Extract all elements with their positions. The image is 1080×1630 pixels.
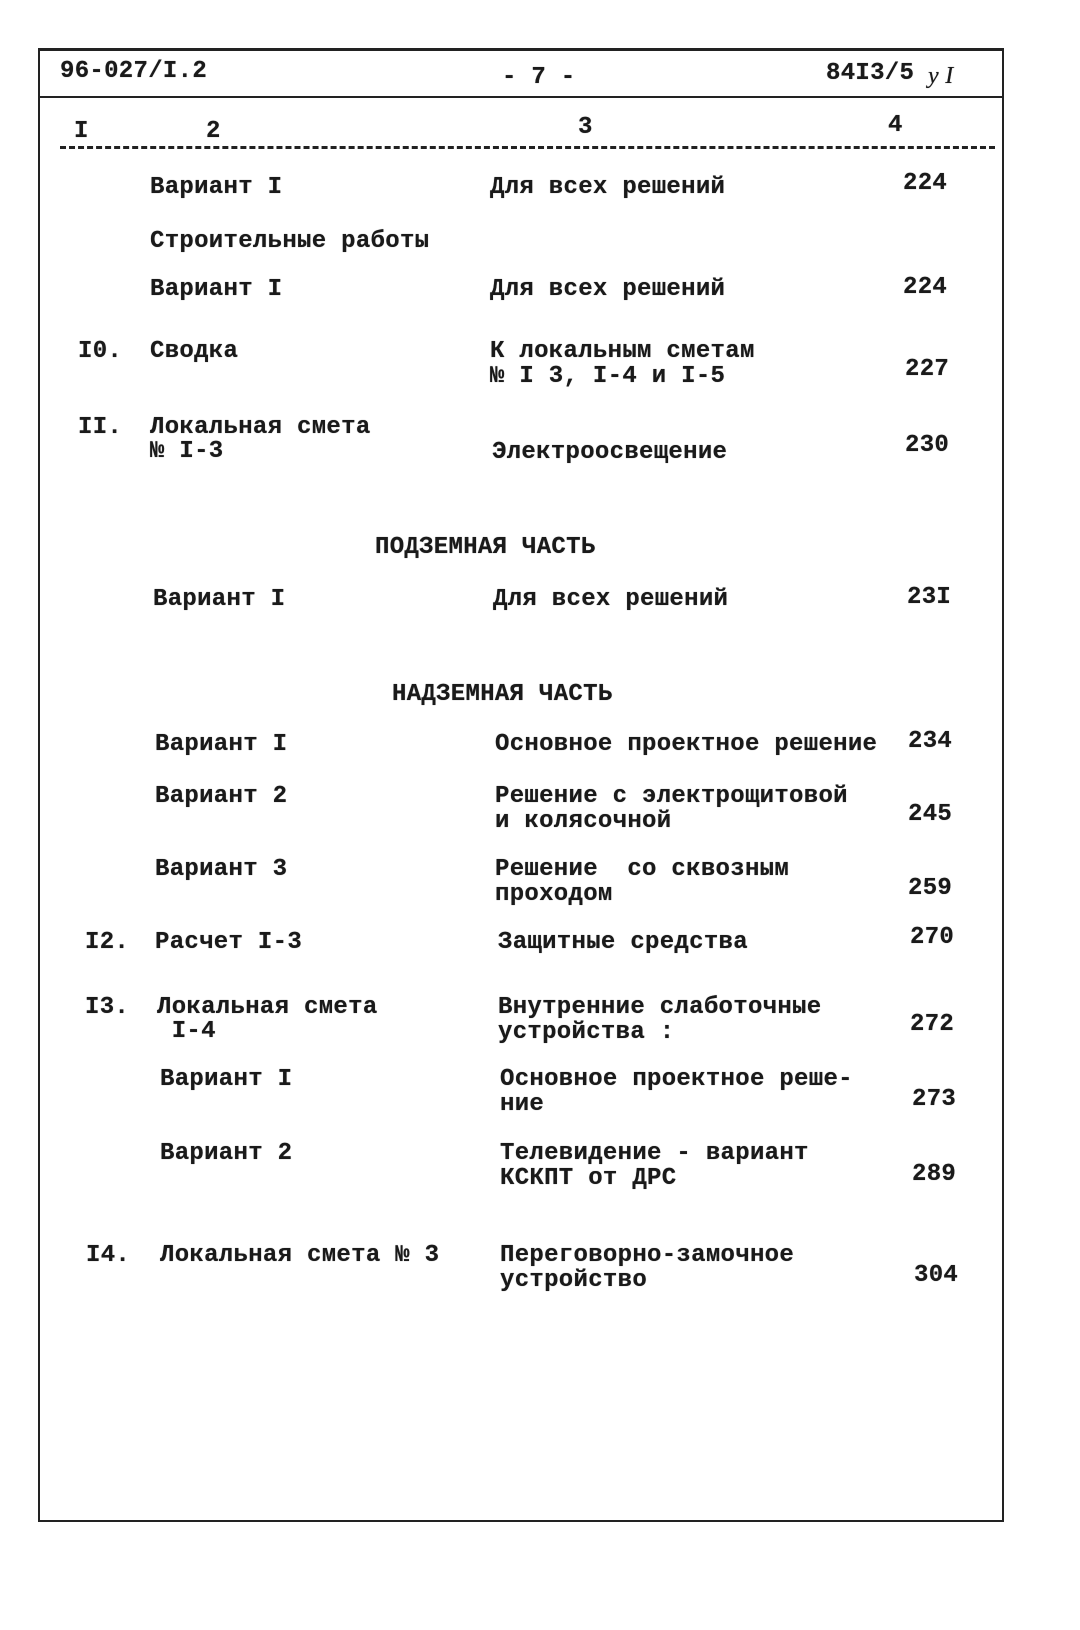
row-title: Вариант I (155, 731, 288, 758)
row-description: Для всех решений (490, 174, 726, 201)
row-page-number: 259 (908, 875, 953, 902)
row-description: Для всех решений (493, 586, 729, 613)
column-header-divider (60, 146, 995, 149)
row-description: Основное проектное решение (495, 731, 878, 758)
row-number: I0. (78, 338, 123, 365)
row-page-number: 273 (912, 1086, 957, 1113)
row-description: КСКПТ от ДРС (500, 1165, 677, 1192)
row-title: Вариант 3 (155, 856, 288, 883)
doc-code: 96-027/I.2 (60, 58, 208, 85)
row-title: Вариант I (150, 174, 283, 201)
header-divider (38, 96, 1004, 98)
row-description: ние (500, 1091, 545, 1118)
row-page-number: 304 (914, 1262, 959, 1289)
row-number: II. (78, 414, 123, 441)
row-description: устройство (500, 1267, 648, 1294)
page-number: - 7 - (502, 64, 576, 91)
row-page-number: 230 (905, 432, 950, 459)
row-page-number: 270 (910, 924, 955, 951)
row-description: Переговорно-замочное (500, 1242, 795, 1269)
sheet-mark: y I (928, 63, 954, 89)
row-title: I-4 (157, 1018, 216, 1045)
column-header-4: 4 (888, 112, 903, 139)
row-page-number: 245 (908, 801, 953, 828)
column-header-1: I (74, 118, 89, 145)
row-description: устройства : (498, 1019, 675, 1046)
row-page-number: 224 (903, 170, 948, 197)
row-description: № I 3, I-4 и I-5 (490, 363, 726, 390)
sheet-code: 84I3/5 (826, 60, 915, 87)
column-header-3: 3 (578, 114, 593, 141)
row-description: Для всех решений (490, 276, 726, 303)
row-page-number: 289 (912, 1161, 957, 1188)
row-title: Сводка (150, 338, 239, 365)
row-title: № I-3 (150, 438, 224, 465)
row-title: Вариант 2 (160, 1140, 293, 1167)
row-page-number: 23I (907, 584, 952, 611)
row-title: Локальная смета (157, 994, 378, 1021)
row-title: Вариант 2 (155, 783, 288, 810)
row-title: Расчет I-3 (155, 929, 303, 956)
row-description: Внутренние слаботочные (498, 994, 822, 1021)
row-description: Основное проектное реше- (500, 1066, 853, 1093)
column-header-2: 2 (206, 118, 221, 145)
row-page-number: 272 (910, 1011, 955, 1038)
row-title: Вариант I (150, 276, 283, 303)
row-title: Строительные работы (150, 228, 430, 255)
section-heading: НАДЗЕМНАЯ ЧАСТЬ (392, 681, 613, 708)
row-title: Вариант I (153, 586, 286, 613)
row-description: проходом (495, 881, 613, 908)
row-page-number: 227 (905, 356, 950, 383)
row-description: Телевидение - вариант (500, 1140, 809, 1167)
row-number: I3. (85, 994, 130, 1021)
section-heading: ПОДЗЕМНАЯ ЧАСТЬ (375, 534, 596, 561)
row-description: Решение с электрощитовой (495, 783, 848, 810)
row-title: Вариант I (160, 1066, 293, 1093)
row-title: Локальная смета (150, 414, 371, 441)
row-description: Электроосвещение (492, 439, 728, 466)
row-description: Решение со сквозным (495, 856, 790, 883)
row-description: и колясочной (495, 808, 672, 835)
row-page-number: 234 (908, 728, 953, 755)
row-number: I4. (86, 1242, 131, 1269)
row-title: Локальная смета № 3 (160, 1242, 440, 1269)
row-description: К локальным сметам (490, 338, 755, 365)
row-description: Защитные средства (498, 929, 748, 956)
row-number: I2. (85, 929, 130, 956)
row-page-number: 224 (903, 274, 948, 301)
